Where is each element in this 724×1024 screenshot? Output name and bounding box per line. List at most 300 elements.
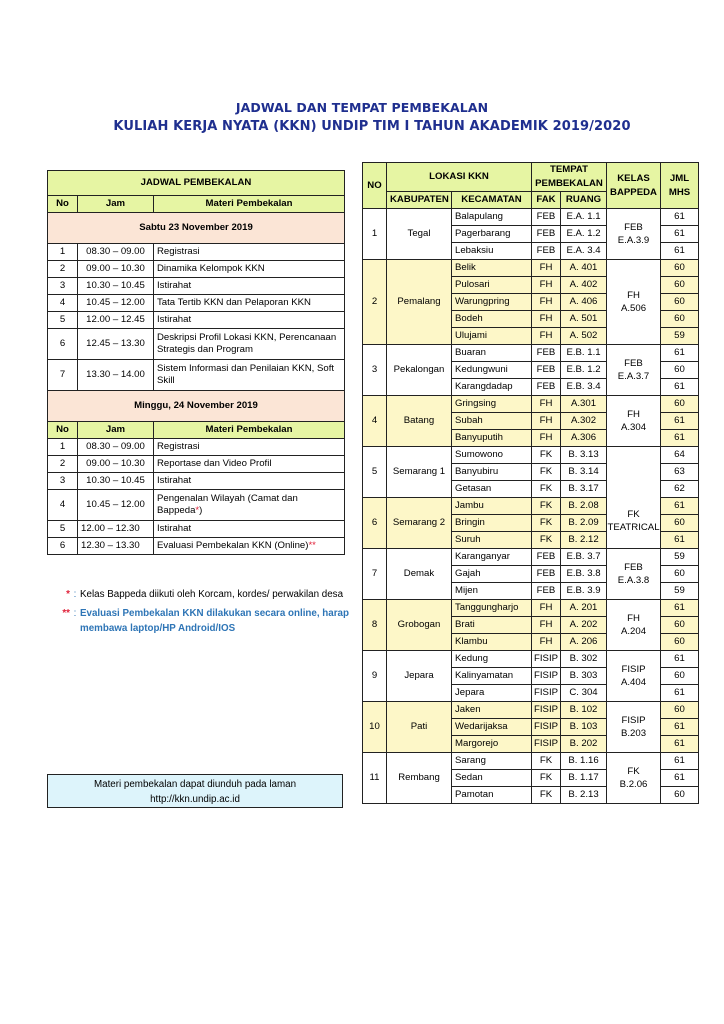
ruang: B. 1.17: [561, 770, 607, 787]
kecamatan: Jaken: [452, 702, 532, 719]
jml-mhs: 60: [661, 617, 699, 634]
jml-mhs: 64: [661, 447, 699, 464]
jml-mhs: 60: [661, 260, 699, 277]
kecamatan: Mijen: [452, 583, 532, 600]
fakultas: FH: [532, 311, 561, 328]
row-no: 5: [48, 521, 78, 538]
row-materi: [154, 278, 345, 295]
kecamatan: Subah: [452, 413, 532, 430]
jml-mhs: 59: [661, 328, 699, 345]
ruang: E.B. 3.9: [561, 583, 607, 600]
kecamatan: Gajah: [452, 566, 532, 583]
jml-mhs: 61: [661, 430, 699, 447]
ruang: A.302: [561, 413, 607, 430]
kelas-fak: FEB: [624, 222, 643, 233]
fakultas: FK: [532, 770, 561, 787]
kabupaten: Jepara: [387, 651, 452, 702]
row-materi: [154, 490, 345, 521]
schedule-row: [48, 244, 345, 261]
jml-mhs: 61: [661, 651, 699, 668]
jml-mhs: 61: [661, 736, 699, 753]
fakultas: FK: [532, 787, 561, 804]
row-materi: [154, 456, 345, 473]
jml-mhs: 60: [661, 294, 699, 311]
row-no: 3: [48, 278, 78, 295]
kecamatan: Kedungwuni: [452, 362, 532, 379]
materi-text: Reportase dan Video Profil: [157, 458, 272, 469]
kelas-bappeda: [607, 209, 661, 260]
materi-text: Istirahat: [157, 280, 192, 291]
row-materi: [154, 261, 345, 278]
fakultas: FH: [532, 294, 561, 311]
ruang: E.B. 3.7: [561, 549, 607, 566]
row-materi: [154, 295, 345, 312]
col-tempat: TEMPAT PEMBEKALAN: [532, 163, 607, 192]
row-no: 1: [48, 439, 78, 456]
row-jam: 08.30 – 09.00: [78, 244, 154, 261]
schedule-row: [48, 295, 345, 312]
kelas-fak: FH: [627, 613, 640, 624]
fakultas: FH: [532, 430, 561, 447]
ruang: E.A. 1.1: [561, 209, 607, 226]
fakultas: FISIP: [532, 668, 561, 685]
kelas-ruang: A.304: [620, 422, 647, 433]
col-jam: Jam: [78, 196, 154, 213]
jml-mhs: 60: [661, 702, 699, 719]
kecamatan: Tanggungharjo: [452, 600, 532, 617]
schedule-row: [48, 439, 345, 456]
row-jam: 10.30 – 10.45: [78, 473, 154, 490]
kelas-bappeda: [607, 651, 661, 702]
ruang: C. 304: [561, 685, 607, 702]
materi-text: Istirahat: [157, 314, 192, 325]
jml-mhs: 61: [661, 345, 699, 362]
ruang: B. 102: [561, 702, 607, 719]
group-no: 10: [363, 702, 387, 753]
location-row: [363, 209, 699, 226]
kelas-ruang: E.A.3.7: [617, 371, 650, 382]
ruang: B. 3.17: [561, 481, 607, 498]
row-no: 6: [48, 329, 78, 360]
schedule-row: [48, 490, 345, 521]
kelas-bappeda: [607, 345, 661, 396]
jml-mhs: 61: [661, 498, 699, 515]
kelas-fak: FEB: [624, 358, 643, 369]
ruang: A. 502: [561, 328, 607, 345]
col-jam-2: Jam: [78, 422, 154, 439]
fakultas: FISIP: [532, 685, 561, 702]
jml-mhs: 63: [661, 464, 699, 481]
col-materi-2: Materi Pembekalan: [154, 422, 345, 439]
group-no: 1: [363, 209, 387, 260]
footnote-2: [50, 606, 350, 636]
fakultas: FK: [532, 515, 561, 532]
kelas-bappeda: [607, 260, 661, 345]
group-no: 3: [363, 345, 387, 396]
row-jam: 12.45 – 13.30: [78, 329, 154, 360]
schedule-row: [48, 521, 345, 538]
kecamatan: Ulujami: [452, 328, 532, 345]
ruang: B. 3.13: [561, 447, 607, 464]
fakultas: FH: [532, 600, 561, 617]
group-no: 4: [363, 396, 387, 447]
note-colon: :: [73, 589, 77, 600]
kecamatan: Karangdadap: [452, 379, 532, 396]
ruang: B. 303: [561, 668, 607, 685]
footnote-mark: **: [308, 540, 316, 551]
kabupaten: Demak: [387, 549, 452, 600]
row-materi: [154, 538, 345, 555]
kecamatan: Bringin: [452, 515, 532, 532]
materi-text: Deskripsi Profil Lokasi KKN, Perencanaan Strategis dan Program: [157, 332, 337, 355]
kabupaten: Pemalang: [387, 260, 452, 345]
location-row: [363, 345, 699, 362]
col-no: NO: [363, 163, 387, 209]
jml-mhs: 61: [661, 770, 699, 787]
kelas-ruang: A.506: [620, 303, 647, 314]
col-materi: Materi Pembekalan: [154, 196, 345, 213]
schedule-table: [47, 170, 345, 555]
day2-label: Minggu, 24 November 2019: [48, 391, 345, 422]
schedule-row: [48, 538, 345, 555]
kecamatan: Banyubiru: [452, 464, 532, 481]
locations-table: [362, 162, 699, 804]
download-info-box: [47, 774, 343, 808]
jml-mhs: 60: [661, 787, 699, 804]
schedule-row: [48, 329, 345, 360]
row-jam: 09.00 – 10.30: [78, 261, 154, 278]
col-lokasi: LOKASI KKN: [387, 163, 532, 192]
page-title: JADWAL DAN TEMPAT PEMBEKALAN: [235, 100, 489, 115]
jml-mhs: 61: [661, 685, 699, 702]
ruang: E.B. 3.4: [561, 379, 607, 396]
col-no: No: [48, 196, 78, 213]
fakultas: FK: [532, 481, 561, 498]
row-jam: 10.45 – 12.00: [78, 490, 154, 521]
kecamatan: Sarang: [452, 753, 532, 770]
kelas-fak: FK: [627, 766, 640, 777]
kecamatan: Brati: [452, 617, 532, 634]
kecamatan: Pamotan: [452, 787, 532, 804]
kabupaten: Rembang: [387, 753, 452, 804]
jml-mhs: 60: [661, 277, 699, 294]
note-text: Evaluasi Pembekalan KKN dilakukan secara online, harap membawa laptop/HP Android/IOS: [80, 608, 349, 634]
kelas-ruang: B.2.06: [619, 779, 648, 790]
kelas-fak: FH: [627, 409, 640, 420]
ruang: B. 2.12: [561, 532, 607, 549]
row-no: 6: [48, 538, 78, 555]
kelas-ruang: A.404: [620, 677, 647, 688]
group-no: 6: [363, 498, 387, 549]
group-no: 8: [363, 600, 387, 651]
location-row: [363, 260, 699, 277]
row-jam: 10.45 – 12.00: [78, 295, 154, 312]
materi-text: Registrasi: [157, 441, 200, 452]
ruang: A. 501: [561, 311, 607, 328]
download-text: Materi pembekalan dapat diunduh pada laman: [93, 779, 297, 790]
kelas-bappeda: [607, 447, 661, 549]
kelas-bappeda: [607, 396, 661, 447]
kecamatan: Kedung: [452, 651, 532, 668]
jml-mhs: 61: [661, 600, 699, 617]
row-materi: [154, 521, 345, 538]
jml-mhs: 61: [661, 413, 699, 430]
fakultas: FH: [532, 328, 561, 345]
fakultas: FH: [532, 260, 561, 277]
footnote-1: [50, 587, 350, 602]
kecamatan: Balapulang: [452, 209, 532, 226]
row-jam: 12.00 – 12.30: [78, 521, 154, 538]
fakultas: FEB: [532, 345, 561, 362]
fakultas: FEB: [532, 226, 561, 243]
ruang: B. 1.16: [561, 753, 607, 770]
asterisk-mark: *: [66, 589, 70, 600]
fakultas: FH: [532, 413, 561, 430]
fakultas: FISIP: [532, 702, 561, 719]
materi-text: Istirahat: [157, 523, 192, 534]
jml-mhs: 61: [661, 753, 699, 770]
ruang: A. 202: [561, 617, 607, 634]
kecamatan: Karanganyar: [452, 549, 532, 566]
kelas-bappeda: [607, 549, 661, 600]
kelas-ruang: B.203: [620, 728, 647, 739]
location-row: [363, 600, 699, 617]
kabupaten: Tegal: [387, 209, 452, 260]
row-no: 2: [48, 456, 78, 473]
group-no: 2: [363, 260, 387, 345]
kelas-fak: FH: [627, 290, 640, 301]
kecamatan: Pulosari: [452, 277, 532, 294]
ruang: E.B. 1.1: [561, 345, 607, 362]
jml-mhs: 60: [661, 634, 699, 651]
kecamatan: Jepara: [452, 685, 532, 702]
row-no: 4: [48, 490, 78, 521]
jml-mhs: 61: [661, 379, 699, 396]
kelas-fak: FISIP: [621, 715, 646, 726]
kecamatan: Lebaksiu: [452, 243, 532, 260]
row-jam: 12.00 – 12.45: [78, 312, 154, 329]
col-jml: JML MHS: [661, 163, 699, 209]
materi-text: Tata Tertib KKN dan Pelaporan KKN: [157, 297, 311, 308]
kabupaten: Pekalongan: [387, 345, 452, 396]
group-no: 5: [363, 447, 387, 498]
row-materi: [154, 312, 345, 329]
row-materi: [154, 244, 345, 261]
kelas-fak: FEB: [624, 562, 643, 573]
kecamatan: Kalinyamatan: [452, 668, 532, 685]
ruang: E.A. 3.4: [561, 243, 607, 260]
schedule-row: [48, 278, 345, 295]
fakultas: FEB: [532, 566, 561, 583]
kelas-ruang: A.204: [620, 626, 647, 637]
location-row: [363, 753, 699, 770]
kabupaten: Pati: [387, 702, 452, 753]
jml-mhs: 61: [661, 209, 699, 226]
fakultas: FEB: [532, 379, 561, 396]
row-jam: 08.30 – 09.00: [78, 439, 154, 456]
footnote-mark: *: [195, 505, 200, 516]
materi-text: Sistem Informasi dan Penilaian KKN, Soft Skill: [157, 363, 335, 386]
ruang: B. 103: [561, 719, 607, 736]
schedule-row: [48, 456, 345, 473]
ruang: A.301: [561, 396, 607, 413]
row-no: 3: [48, 473, 78, 490]
kecamatan: Banyuputih: [452, 430, 532, 447]
col-kecamatan: KECAMATAN: [452, 192, 532, 209]
group-no: 7: [363, 549, 387, 600]
jml-mhs: 62: [661, 481, 699, 498]
jml-mhs: 61: [661, 243, 699, 260]
row-no: 5: [48, 312, 78, 329]
jml-mhs: 60: [661, 311, 699, 328]
fakultas: FEB: [532, 362, 561, 379]
ruang: E.B. 1.2: [561, 362, 607, 379]
fakultas: FK: [532, 498, 561, 515]
materi-text: Istirahat: [157, 475, 192, 486]
fakultas: FISIP: [532, 651, 561, 668]
fakultas: FH: [532, 617, 561, 634]
location-row: [363, 447, 699, 464]
row-materi: [154, 439, 345, 456]
download-link[interactable]: http://kkn.undip.ac.id: [150, 794, 240, 805]
ruang: B. 302: [561, 651, 607, 668]
fakultas: FK: [532, 753, 561, 770]
fakultas: FH: [532, 396, 561, 413]
kelas-bappeda: [607, 702, 661, 753]
schedule-title: JADWAL PEMBEKALAN: [48, 171, 345, 196]
jml-mhs: 61: [661, 719, 699, 736]
row-no: 4: [48, 295, 78, 312]
materi-text: Registrasi: [157, 246, 200, 257]
fakultas: FISIP: [532, 736, 561, 753]
location-row: [363, 549, 699, 566]
fakultas: FH: [532, 634, 561, 651]
kelas-fak: FISIP: [621, 664, 646, 675]
col-ruang: RUANG: [561, 192, 607, 209]
kecamatan: Klambu: [452, 634, 532, 651]
row-jam: 13.30 – 14.00: [78, 360, 154, 391]
kecamatan: Bodeh: [452, 311, 532, 328]
location-row: [363, 396, 699, 413]
kabupaten: Grobogan: [387, 600, 452, 651]
ruang: E.A. 1.2: [561, 226, 607, 243]
kabupaten: Semarang 1: [387, 447, 452, 498]
materi-suffix: ): [199, 505, 203, 516]
ruang: A. 206: [561, 634, 607, 651]
group-no: 11: [363, 753, 387, 804]
col-no-2: No: [48, 422, 78, 439]
page-subtitle: KULIAH KERJA NYATA (KKN) UNDIP TIM I TAHUN AKADEMIK 2019/2020: [113, 119, 631, 134]
ruang: A. 201: [561, 600, 607, 617]
fakultas: FK: [532, 532, 561, 549]
ruang: B. 202: [561, 736, 607, 753]
ruang: B. 2.13: [561, 787, 607, 804]
double-asterisk-mark: **: [62, 608, 70, 619]
jml-mhs: 59: [661, 583, 699, 600]
jml-mhs: 60: [661, 668, 699, 685]
footnotes: [50, 587, 350, 637]
fakultas: FISIP: [532, 719, 561, 736]
ruang: A. 401: [561, 260, 607, 277]
kelas-ruang: E.A.3.9: [617, 235, 650, 246]
kecamatan: Margorejo: [452, 736, 532, 753]
fakultas: FH: [532, 277, 561, 294]
note-text: Kelas Bappeda diikuti oleh Korcam, kordes/ perwakilan desa: [80, 589, 344, 600]
ruang: A. 406: [561, 294, 607, 311]
row-materi: [154, 329, 345, 360]
jml-mhs: 59: [661, 549, 699, 566]
row-jam: 09.00 – 10.30: [78, 456, 154, 473]
kecamatan: Getasan: [452, 481, 532, 498]
kabupaten: Batang: [387, 396, 452, 447]
kecamatan: Jambu: [452, 498, 532, 515]
kabupaten: Semarang 2: [387, 498, 452, 549]
ruang: B. 3.14: [561, 464, 607, 481]
fakultas: FEB: [532, 243, 561, 260]
fakultas: FK: [532, 464, 561, 481]
materi-text: Evaluasi Pembekalan KKN (Online): [157, 540, 309, 551]
col-fak: FAK: [532, 192, 561, 209]
jml-mhs: 61: [661, 226, 699, 243]
kecamatan: Buaran: [452, 345, 532, 362]
location-row: [363, 702, 699, 719]
jml-mhs: 60: [661, 396, 699, 413]
kecamatan: Gringsing: [452, 396, 532, 413]
materi-text: Pengenalan Wilayah (Camat dan Bappeda: [157, 493, 298, 516]
kecamatan: Sumowono: [452, 447, 532, 464]
schedule-row: [48, 473, 345, 490]
kecamatan: Suruh: [452, 532, 532, 549]
col-kelas: KELAS BAPPEDA: [607, 163, 661, 209]
kecamatan: Belik: [452, 260, 532, 277]
day1-label: Sabtu 23 November 2019: [48, 213, 345, 244]
fakultas: FEB: [532, 583, 561, 600]
row-no: 1: [48, 244, 78, 261]
kelas-fak: FK: [627, 509, 640, 520]
jml-mhs: 60: [661, 566, 699, 583]
kecamatan: Wedarijaksa: [452, 719, 532, 736]
kelas-ruang: E.A.3.8: [617, 575, 650, 586]
jml-mhs: 60: [661, 515, 699, 532]
ruang: B. 2.08: [561, 498, 607, 515]
row-no: 7: [48, 360, 78, 391]
schedule-row: [48, 360, 345, 391]
materi-text: Dinamika Kelompok KKN: [157, 263, 265, 274]
note-colon: :: [73, 608, 77, 619]
jml-mhs: 60: [661, 362, 699, 379]
col-kabupaten: KABUPATEN: [387, 192, 452, 209]
ruang: A. 402: [561, 277, 607, 294]
fakultas: FEB: [532, 549, 561, 566]
location-row: [363, 651, 699, 668]
ruang: A.306: [561, 430, 607, 447]
ruang: E.B. 3.8: [561, 566, 607, 583]
fakultas: FEB: [532, 209, 561, 226]
group-no: 9: [363, 651, 387, 702]
kecamatan: Warungpring: [452, 294, 532, 311]
kecamatan: Pagerbarang: [452, 226, 532, 243]
row-materi: [154, 473, 345, 490]
kelas-bappeda: [607, 753, 661, 804]
ruang: B. 2.09: [561, 515, 607, 532]
kelas-ruang: TEATRICAL: [607, 522, 660, 533]
fakultas: FK: [532, 447, 561, 464]
row-no: 2: [48, 261, 78, 278]
schedule-row: [48, 261, 345, 278]
kecamatan: Sedan: [452, 770, 532, 787]
row-materi: [154, 360, 345, 391]
row-jam: 12.30 – 13.30: [78, 538, 154, 555]
